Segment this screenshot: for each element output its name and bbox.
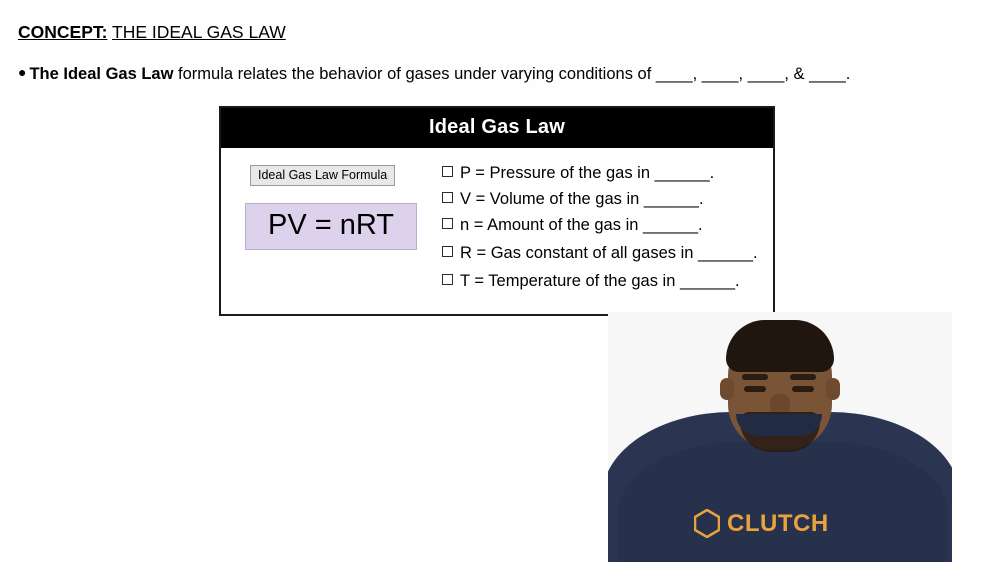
card-header-title: Ideal Gas Law	[221, 108, 773, 148]
formula-tag-label: Ideal Gas Law Formula	[250, 165, 395, 186]
bullet-strong-text: The Ideal Gas Law	[29, 65, 174, 83]
variable-definitions-column	[436, 160, 763, 298]
presenter-brow-right	[790, 374, 816, 380]
page-title	[18, 22, 286, 43]
hexagon-logo-icon	[694, 509, 720, 538]
list-item-label: V = Volume of the gas in ______.	[460, 190, 704, 208]
presenter-video	[608, 312, 952, 562]
checkbox-icon[interactable]	[442, 246, 453, 257]
list-item-label: n = Amount of the gas in ______.	[460, 216, 703, 234]
presenter-collar	[736, 414, 822, 436]
list-item	[442, 244, 763, 263]
bullet-rest-text: formula relates the behavior of gases under varying conditions of ____, ____, ____, & ____.	[173, 65, 851, 83]
card-body	[221, 148, 773, 314]
list-item	[442, 190, 763, 209]
checkbox-icon[interactable]	[442, 166, 453, 177]
checkbox-icon[interactable]	[442, 218, 453, 229]
list-item	[442, 272, 763, 291]
list-item	[442, 164, 763, 183]
concept-label: CONCEPT:	[18, 22, 108, 42]
list-item-label: P = Pressure of the gas in ______.	[460, 164, 715, 182]
checkbox-icon[interactable]	[442, 274, 453, 285]
list-item	[442, 216, 763, 235]
presenter-shoulders	[618, 442, 948, 562]
presenter-eye-left	[744, 386, 766, 392]
checkbox-icon[interactable]	[442, 192, 453, 203]
presenter-ear-right	[826, 378, 840, 400]
formula-expression: PV = nRT	[245, 203, 417, 250]
brand-logo-text: CLUTCH	[727, 509, 829, 537]
formula-column	[231, 160, 436, 298]
bullet-dot-icon: ●	[18, 64, 27, 80]
presenter-hair	[726, 320, 834, 372]
presenter-brow-left	[742, 374, 768, 380]
concept-title: THE IDEAL GAS LAW	[112, 22, 286, 42]
list-item-label: T = Temperature of the gas in ______.	[460, 272, 740, 290]
list-item-label: R = Gas constant of all gases in ______.	[460, 244, 758, 262]
presenter-eye-right	[792, 386, 814, 392]
presenter-ear-left	[720, 378, 734, 400]
ideal-gas-law-card	[219, 106, 775, 316]
bullet-statement	[18, 64, 850, 84]
brand-logo	[694, 509, 829, 538]
